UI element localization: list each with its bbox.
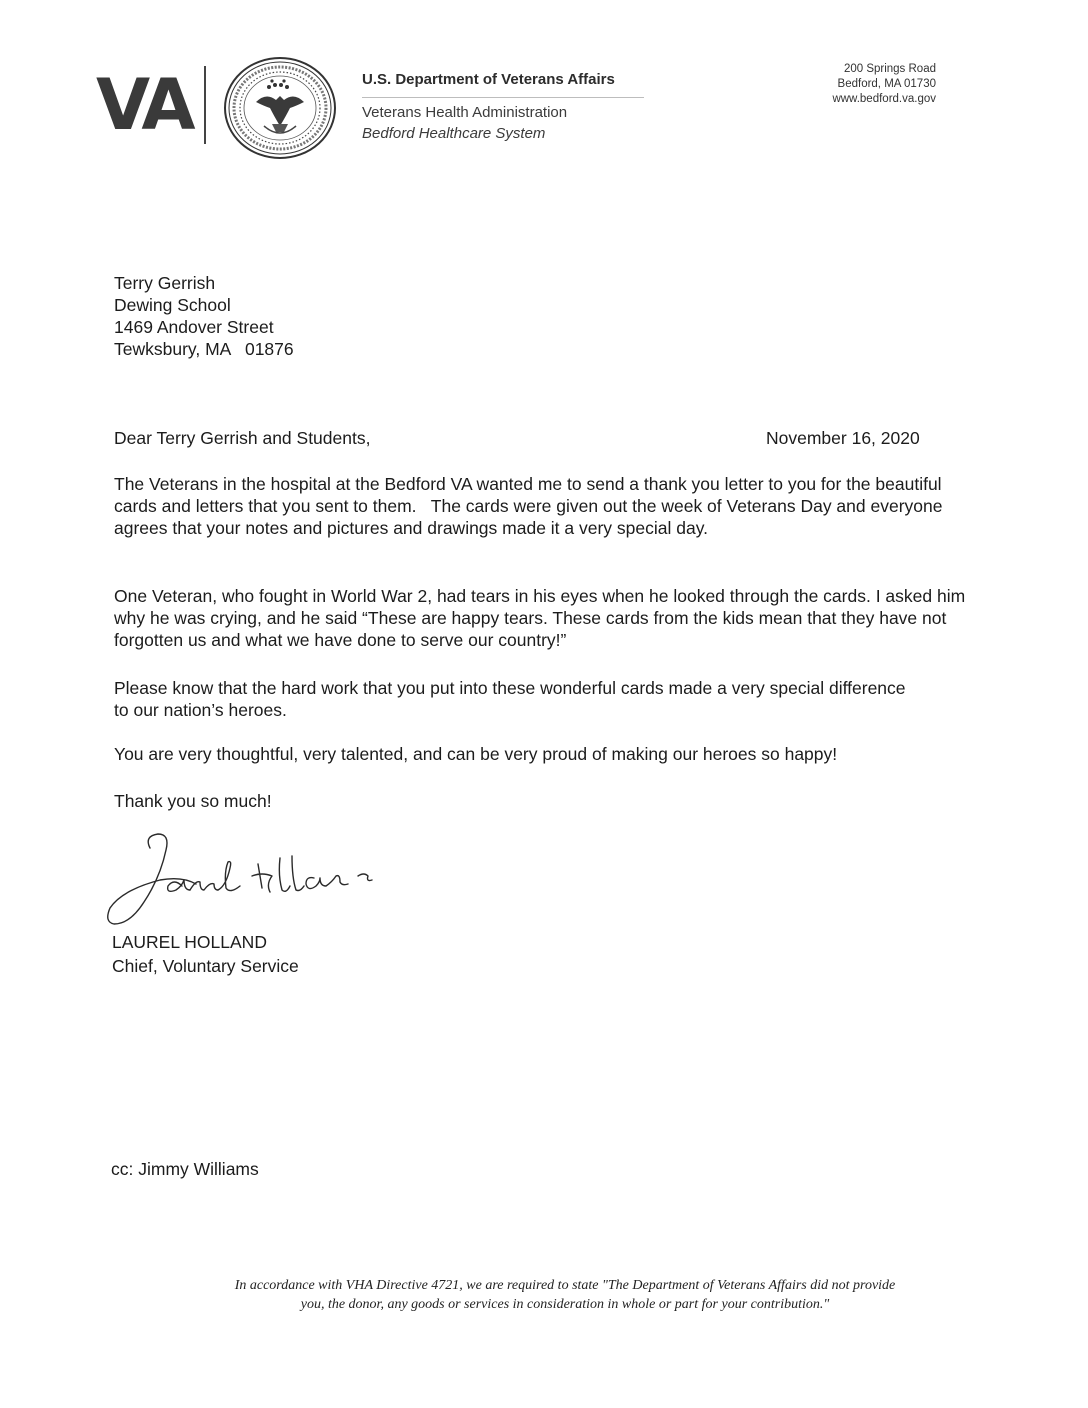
recipient-street: 1469 Andover Street (114, 317, 274, 337)
contact-city: Bedford, MA 01730 (837, 78, 936, 90)
header-rule (362, 97, 644, 98)
va-seal-icon (220, 56, 340, 160)
logo-divider (204, 66, 206, 144)
body-paragraph: One Veteran, who fought in World War 2, had tears in his eyes when he looked through the cards. I asked him why he was crying, and he said “These are happy tears. These cards from the kids mean that they have not forgotten us and what we have done to serve our country!” (114, 586, 966, 650)
footer-disclaimer (150, 1276, 980, 1314)
cc-line: cc: Jimmy Williams (111, 1159, 259, 1179)
healthcare-system-name: Bedford Healthcare System (362, 125, 546, 142)
administration-name: Veterans Health Administration (362, 104, 568, 121)
recipient-name: Terry Gerrish (114, 273, 216, 293)
footer-line-2: you, the donor, any goods or services in consideration in whole or part for your contribution." (300, 1297, 830, 1312)
contact-website: www.bedford.va.gov (832, 93, 936, 105)
letter-date: November 16, 2020 (766, 428, 920, 448)
body-paragraph: Please know that the hard work that you put into these wonderful cards made a very special difference to our nation’s heroes. (114, 678, 906, 720)
recipient-city: Tewksbury, MA 01876 (114, 339, 294, 359)
closing: Thank you so much! (114, 791, 272, 811)
body-paragraph: You are very thoughtful, very talented, and can be very proud of making our heroes so happy! (114, 744, 838, 764)
signatory-name: LAUREL HOLLAND (112, 932, 267, 952)
recipient-address (114, 272, 294, 360)
salutation: Dear Terry Gerrish and Students, (114, 428, 371, 448)
footer-line-1: In accordance with VHA Directive 4721, we are required to state "The Department of Veterans Affairs did not provide (234, 1278, 896, 1293)
va-logo: VA (96, 64, 192, 146)
letterhead-contact (790, 62, 936, 107)
department-name: U.S. Department of Veterans Affairs (362, 71, 615, 88)
recipient-school: Dewing School (114, 295, 231, 315)
body-paragraph: The Veterans in the hospital at the Bedford VA wanted me to send a thank you letter to you for the beautiful cards and letters that you sent to them. The cards were given out the week of Veterans Day and everyone agrees that your notes and pictures and drawings made it a very special day. (114, 474, 948, 538)
handwritten-signature (100, 828, 490, 940)
contact-street: 200 Springs Road (843, 63, 936, 75)
signatory-title: Chief, Voluntary Service (112, 956, 299, 976)
